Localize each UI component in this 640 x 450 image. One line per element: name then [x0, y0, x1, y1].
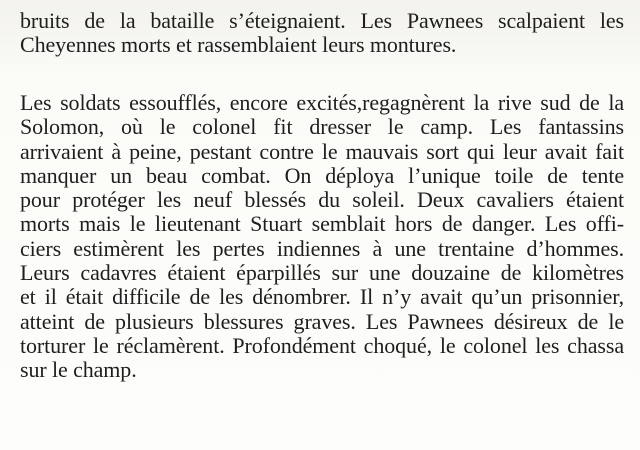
text-line: torturer le réclamèrent. Profondément choqué, le colonel les chassa — [20, 332, 624, 358]
text-line: manquer un beau combat. On déploya l’unique toile de tente — [20, 162, 624, 188]
text-line: pour protéger les neuf blessés du soleil. Deux cavaliers étaient — [20, 187, 624, 213]
paragraph-2 — [20, 91, 624, 383]
text-line: morts mais le lieutenant Stuart semblait hors de danger. Les offi- — [20, 211, 624, 237]
text-line: bruits de la bataille s’éteignaient. Les Pawnees scalpaient les — [20, 8, 624, 33]
text-line: et il était difficile de les dénombrer. Il n’y avait qu’un prisonnier, — [20, 284, 624, 310]
text-line: sur le champ. — [20, 357, 137, 383]
text-line: Leurs cadavres étaient éparpillés sur une douzaine de kilomètres — [20, 260, 624, 286]
text-line: atteint de plusieurs blessures graves. Les Pawnees désireux de le — [20, 308, 624, 334]
text-line: Cheyennes morts et rassemblaient leurs montures. — [20, 32, 457, 58]
text-line: arrivaient à peine, pestant contre le mauvais sort qui leur avait fait — [20, 138, 624, 164]
text-line: ciers estimèrent les pertes indiennes à une trentaine d’hommes. — [20, 235, 624, 261]
paragraph-1 — [20, 9, 624, 58]
text-line: Les soldats essoufflés, encore excités,regagnèrent la rive sud de la — [20, 90, 624, 115]
text-line: Solomon, où le colonel fit dresser le camp. Les fantassins — [20, 114, 624, 140]
